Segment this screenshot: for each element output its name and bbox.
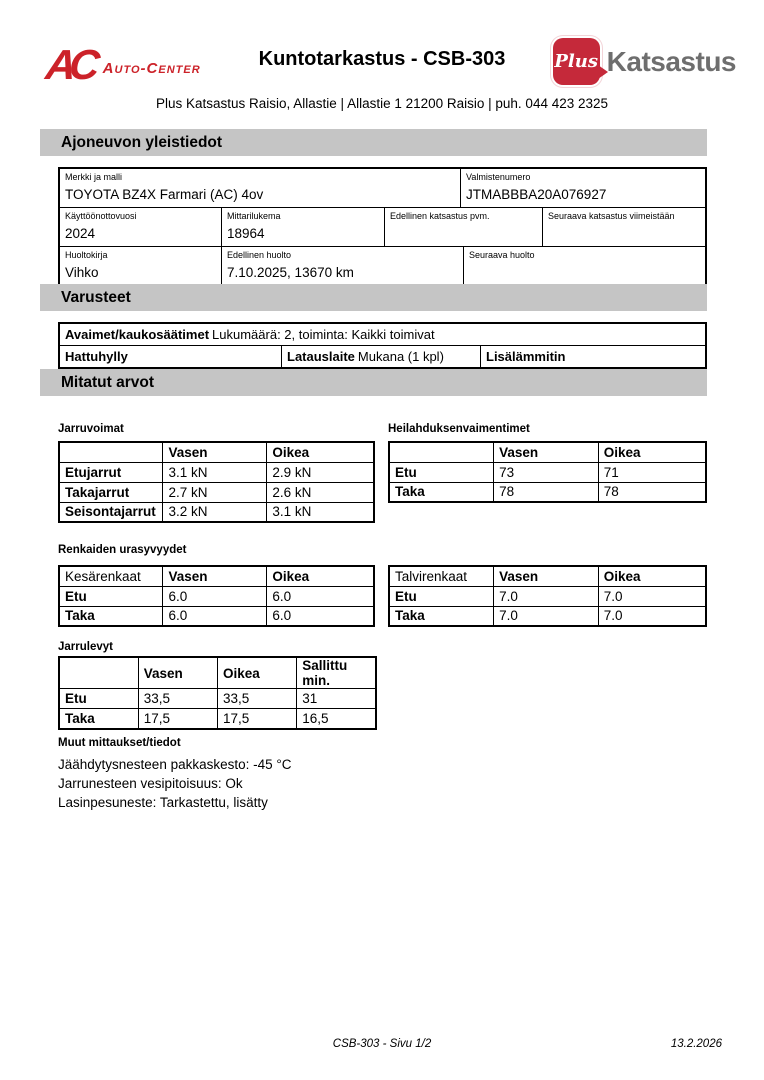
- table-cell: Taka: [389, 606, 494, 626]
- equipment-label: Hattuhylly: [65, 349, 128, 364]
- table-row: [59, 709, 376, 729]
- table-cell: 7.0: [598, 606, 706, 626]
- table-cell: 31: [297, 689, 376, 709]
- field-edellinen-katsastus: [385, 208, 543, 246]
- table-cell: 7.0: [494, 606, 599, 626]
- table-row: [59, 502, 374, 522]
- table-row: [60, 324, 705, 346]
- jarrulevyt-table: [58, 656, 377, 730]
- table-cell: 6.0: [163, 586, 267, 606]
- field-merkki-ja-malli: [60, 169, 461, 207]
- table-row: [59, 442, 374, 462]
- field-value: 2024: [65, 226, 96, 241]
- table-row: [59, 482, 374, 502]
- field-label: Seuraava huolto: [469, 250, 535, 260]
- table-row: [389, 442, 706, 462]
- table-cell: 6.0: [267, 586, 374, 606]
- table-header-cell: [389, 442, 494, 462]
- table-row: [59, 657, 376, 689]
- field-edellinen-huolto: [222, 247, 464, 285]
- section-heading-yleistiedot: Ajoneuvon yleistiedot: [40, 129, 707, 156]
- subsection-title-muut-mittaukset: Muut mittaukset/tiedot: [58, 737, 181, 749]
- measurement-note: Lasinpesuneste: Tarkastettu, lisätty: [58, 795, 268, 810]
- table-cell: 3.2 kN: [163, 502, 267, 522]
- table-row: [59, 586, 374, 606]
- footer-date: 13.2.2026: [670, 1038, 722, 1050]
- table-cell: 2.9 kN: [267, 462, 374, 482]
- table-cell: 17,5: [218, 709, 297, 729]
- katsastus-logo-text: Katsastus: [606, 45, 736, 77]
- table-cell: Takajarrut: [59, 482, 163, 502]
- subsection-title-renkaiden-urasyvyydet: Renkaiden urasyvyydet: [58, 544, 187, 556]
- table-cell: 6.0: [267, 606, 374, 626]
- equipment-latauslaite: [282, 346, 481, 367]
- table-row: [389, 462, 706, 482]
- kesarenkaat-table: [58, 565, 375, 627]
- plus-badge-text: Plus: [554, 51, 598, 72]
- subsection-title-jarrulevyt: Jarrulevyt: [58, 641, 113, 653]
- field-label: Merkki ja malli: [65, 172, 123, 182]
- auto-center-monogram-icon: AC: [43, 41, 96, 88]
- table-cell: 2.7 kN: [163, 482, 267, 502]
- section-heading-mitatut-arvot: Mitatut arvot: [40, 369, 707, 396]
- subsection-title-heilahduksenvaimentimet: Heilahduksenvaimentimet: [388, 423, 530, 435]
- field-seuraava-katsastus: [543, 208, 705, 246]
- table-row: [60, 208, 705, 247]
- table-cell: Etujarrut: [59, 462, 163, 482]
- table-cell: 33,5: [138, 689, 217, 709]
- field-label: Edellinen huolto: [227, 250, 292, 260]
- talvirenkaat-table: [388, 565, 707, 627]
- equipment-label: Avaimet/kaukosäätimet: [65, 327, 210, 342]
- field-value: TOYOTA BZ4X Farmari (AC) 4ov: [65, 187, 264, 202]
- section-heading-varusteet: Varusteet: [40, 284, 707, 311]
- table-cell: Etu: [59, 689, 138, 709]
- table-header-cell: Oikea: [598, 442, 706, 462]
- equipment-table: [58, 322, 707, 369]
- table-cell: 17,5: [138, 709, 217, 729]
- field-value: 18964: [227, 226, 265, 241]
- equipment-hattuhylly: [60, 346, 282, 367]
- table-header-cell: Oikea: [598, 566, 706, 586]
- field-label: Käyttöönottovuosi: [65, 211, 137, 221]
- page-title: Kuntotarkastus - CSB-303: [258, 48, 506, 70]
- station-address: Plus Katsastus Raisio, Allastie | Allastie 1 21200 Raisio | puh. 044 423 2325: [155, 96, 609, 111]
- table-header-cell: Vasen: [494, 566, 599, 586]
- table-row: [59, 462, 374, 482]
- table-row: [59, 689, 376, 709]
- table-header-cell: Oikea: [218, 657, 297, 689]
- plus-katsastus-logo: [553, 38, 736, 85]
- table-cell: Taka: [59, 709, 138, 729]
- table-header-cell: Oikea: [267, 566, 374, 586]
- table-header-cell: Vasen: [163, 442, 267, 462]
- table-cell: 3.1 kN: [163, 462, 267, 482]
- equipment-value: Mukana (1 kpl): [357, 349, 444, 364]
- table-header-cell: Kesärenkaat: [59, 566, 163, 586]
- table-cell: 78: [598, 482, 706, 502]
- table-row: [60, 169, 705, 208]
- table-cell: 2.6 kN: [267, 482, 374, 502]
- field-label: Mittarilukema: [227, 211, 281, 221]
- table-cell: 7.0: [494, 586, 599, 606]
- table-cell: Etu: [389, 462, 494, 482]
- table-cell: 73: [494, 462, 599, 482]
- table-row: [60, 346, 705, 367]
- speech-bubble-tail-icon: [598, 65, 608, 79]
- table-header-cell: Vasen: [138, 657, 217, 689]
- field-value: 7.10.2025, 13670 km: [227, 265, 354, 280]
- table-cell: 7.0: [598, 586, 706, 606]
- table-cell: Etu: [59, 586, 163, 606]
- equipment-lisalammitin: [481, 346, 705, 367]
- field-label: Valmistenumero: [466, 172, 531, 182]
- table-row: [59, 566, 374, 586]
- table-row: [389, 482, 706, 502]
- table-cell: 16,5: [297, 709, 376, 729]
- table-header-cell: Vasen: [163, 566, 267, 586]
- table-cell: 3.1 kN: [267, 502, 374, 522]
- table-row: [389, 586, 706, 606]
- table-cell: 6.0: [163, 606, 267, 626]
- plus-badge-icon: [553, 38, 600, 85]
- field-value: JTMABBBA20A076927: [466, 187, 607, 202]
- equipment-label: Latauslaite: [287, 349, 355, 364]
- equipment-label: Lisälämmitin: [486, 349, 566, 364]
- table-header-cell: Talvirenkaat: [389, 566, 494, 586]
- table-row: [59, 606, 374, 626]
- field-label: Seuraava katsastus viimeistään: [548, 211, 675, 221]
- equipment-value: Lukumäärä: 2, toiminta: Kaikki toimivat: [212, 327, 435, 342]
- field-huoltokirja: [60, 247, 222, 285]
- heilahduksenvaimentimet-table: [388, 441, 707, 503]
- table-header-cell: Oikea: [267, 442, 374, 462]
- field-valmistenumero: [461, 169, 705, 207]
- field-value: Vihko: [65, 265, 99, 280]
- auto-center-logo-text: Auto-Center: [102, 59, 201, 77]
- table-cell: 78: [494, 482, 599, 502]
- field-mittarilukema: [222, 208, 385, 246]
- jarruvoimat-table: [58, 441, 375, 523]
- table-row: [389, 606, 706, 626]
- table-cell: Seisontajarrut: [59, 502, 163, 522]
- field-label: Edellinen katsastus pvm.: [390, 211, 490, 221]
- footer-page-indicator: CSB-303 - Sivu 1/2: [332, 1038, 432, 1050]
- subsection-title-jarruvoimat: Jarruvoimat: [58, 423, 124, 435]
- table-header-cell: Vasen: [494, 442, 599, 462]
- table-cell: 33,5: [218, 689, 297, 709]
- vehicle-info-table: [58, 167, 707, 287]
- table-cell: Taka: [59, 606, 163, 626]
- field-seuraava-huolto: [464, 247, 705, 285]
- field-kayttoonottovuosi: [60, 208, 222, 246]
- table-cell: 71: [598, 462, 706, 482]
- table-header-cell: Sallittu min.: [297, 657, 376, 689]
- table-cell: Etu: [389, 586, 494, 606]
- table-row: [60, 247, 705, 285]
- measurement-note: Jäähdytysnesteen pakkaskesto: -45 °C: [58, 757, 292, 772]
- table-row: [389, 566, 706, 586]
- table-header-cell: [59, 657, 138, 689]
- table-cell: Taka: [389, 482, 494, 502]
- field-label: Huoltokirja: [65, 250, 108, 260]
- equipment-avaimet: [60, 324, 705, 345]
- table-header-cell: [59, 442, 163, 462]
- measurement-note: Jarrunesteen vesipitoisuus: Ok: [58, 776, 243, 791]
